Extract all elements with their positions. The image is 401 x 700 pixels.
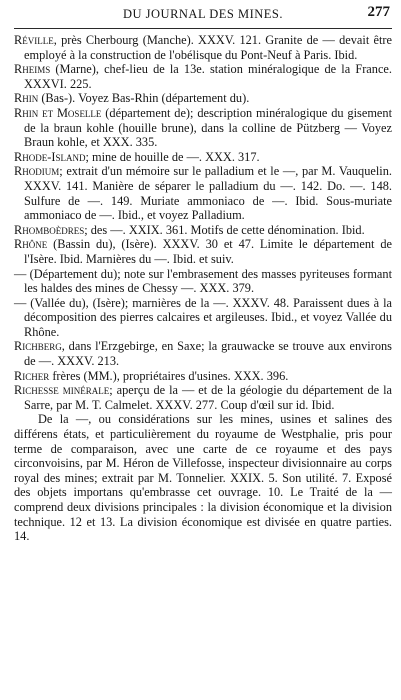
entry-text: frères (MM.), propriétaires d'usines. XXX. 396. [49,368,289,383]
entry-headword: Rhodium [14,164,60,179]
entry-text: (département de); description minéralogique du gisement de la braun kohle (houille brune), dans la colline de Pützberg — Voyez Braun kohle, et XXX. 335. [24,105,392,150]
entry-headword: Rhomboèdres [14,222,85,237]
index-entry [14,106,392,150]
running-title: DU JOURNAL DES MINES. [122,7,284,21]
entry-headword: Réville [14,33,54,47]
index-entry [14,369,392,384]
index-entry [14,267,392,296]
entry-headword: Rhin [14,91,39,106]
entry-headword: Richberg [14,339,62,354]
entry-text: ; des —. XXIX. 361. Motifs de cette dénomination. Ibid. [84,222,365,237]
entry-text: (Bassin du), (Isère). XXXV. 30 et 47. Limite le département de l'Isère. Ibid. Marnières du —. Ibid. et suiv. [24,237,392,266]
page-number: 277 [367,4,390,20]
entry-text: , dans l'Erzgebirge, en Saxe; la grauwacke se trouve aux environs de —. XXXV. 213. [24,339,392,369]
entry-headword: Rhin et Moselle [14,105,102,120]
entry-text: (Bas-). Voyez Bas-Rhin (département du). [38,91,250,106]
index-entry [14,223,392,238]
entry-headword: Rhône [14,237,48,252]
entry-headword: — [14,266,27,281]
entry-headword: — [14,295,27,310]
entry-text: (Département du); note sur l'embrasement des masses pyriteuses formant les haldes des mines de Chessy —. XXX. 379. [24,266,392,296]
index-entries [14,33,392,544]
entry-text: (Marne), chef-lieu de la 13e. station minéralogique de la France. XXXVI. 225. [24,62,392,91]
entry-text: , près Cherbourg (Manche). XXXV. 121. Granite de — devait être employé à la construction de l'obélisque du Pont-Neuf à Paris. Ibid. [24,33,392,62]
entry-text: (Vallée du), (Isère); marnières de la —. XXXV. 48. Paraissent dues à la décomposition des pierres calcaires et argileuses. Ibid., et voyez Vallée du Rhône. [24,295,392,339]
index-entry [14,150,392,165]
index-entry [14,91,392,106]
index-entry [14,383,392,412]
entry-headword: Rheims [14,62,51,77]
index-entry [14,62,392,91]
index-entry [14,237,392,266]
index-entry [14,164,392,222]
index-subparagraph: De la —, ou considérations sur les mines, usines et salines des différens états, et particulièrement du royaume de Westphalie, pris pour terme de comparaison, avec une carte de ce royaume et des pays circonvoisins, par M. Héron de Villefosse, inspecteur divisionnaire au corps royal des mines; extrait par M. Tonnelier. XXIX. 5. Son utilité. 7. Exposé des objets importans qu'embrasse cet ouvrage. 10. Le Traité de la — comprend deux divisions principales : la division économique et la division technique. 12 et 13. La division économique est divisée en quatre parties. 14. [14,412,392,544]
entry-headword: Rhode-Island [14,149,86,164]
entry-text: ; mine de houille de —. XXX. 317. [85,149,260,164]
entry-text: ; aperçu de la — et de la géologie du département de la Sarre, par M. T. Calmelet. XXXV. 277. Coup d'œil sur id. Ibid. [24,383,392,412]
running-header [14,4,392,29]
index-entry [14,339,392,368]
entry-headword: Richesse minérale [14,383,110,398]
index-entry [14,296,392,340]
index-entry [14,33,392,62]
entry-text: ; extrait d'un mémoire sur le palladium et le —, par M. Vauquelin. XXXV. 141. Manière de séparer le palladium du —. 142. Do. —. 148. Sulfure de —. 149. Muriate ammoniaco de —. Ibid. Sous-muriate ammoniaco de —. Ibid., et voyez Palladium. [24,164,392,223]
entry-headword: Richer [14,368,50,383]
